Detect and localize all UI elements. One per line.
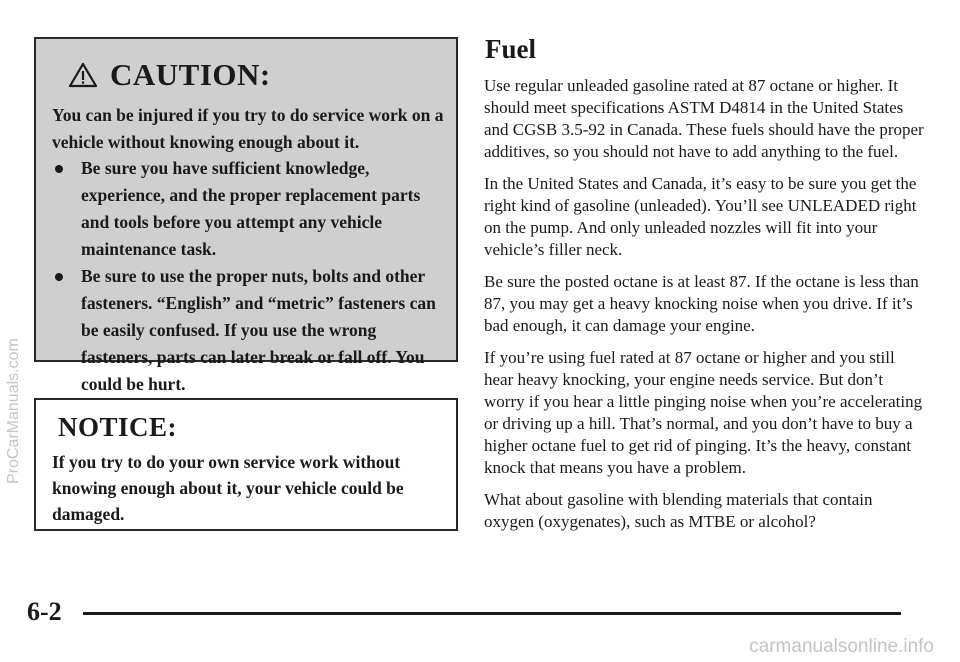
notice-title: NOTICE: [58, 412, 178, 442]
caution-intro: You can be injured if you try to do service work on a vehicle without knowing enough about it. [52, 105, 444, 152]
caution-list [52, 155, 452, 398]
side-watermark: ProCarManuals.com [5, 338, 22, 484]
footer-rule [83, 612, 901, 615]
caution-heading [68, 57, 271, 93]
caution-box [34, 37, 458, 394]
bottom-watermark: carmanualsonline.info [749, 636, 934, 657]
caution-item-text: Be sure you have sufficient knowledge, experience, and the proper replacement parts and tools before you attempt any vehicle maintenance task. [81, 158, 421, 259]
fuel-paragraph: Be sure the posted octane is at least 87. If the octane is less than 87, you may get a heavy knocking noise when you drive. If it’s bad enough, it can damage your engine. [484, 272, 919, 335]
bullet-icon [55, 273, 63, 281]
notice-body: If you try to do your own service work without knowing enough about it, your vehicle could be damaged. [52, 452, 404, 524]
fuel-paragraph: Use regular unleaded gasoline rated at 87 octane or higher. It should meet specifications ASTM D4814 in the United States and CGSB 3.5-92 in Canada. These fuels should have the proper additives, so you should not have to add anything to the fuel. [484, 76, 924, 161]
caution-item [52, 263, 452, 398]
fuel-paragraph: What about gasoline with blending materials that contain oxygen (oxygenates), such as MTBE or alcohol? [484, 490, 873, 531]
page-number: 6-2 [27, 597, 62, 626]
fuel-paragraph: If you’re using fuel rated at 87 octane or higher and you still hear heavy knocking, your engine needs service. But don’t worry if you hear a little pinging noise when you’re accelerating or driving up a hill. That’s normal, and you don’t have to buy a higher octane fuel to get rid of pinging. It’s the heavy, constant knock that means you have a problem. [484, 348, 923, 477]
notice-box [34, 398, 458, 531]
caution-item-text: Be sure to use the proper nuts, bolts and other fasteners. “English” and “metric” fasteners can be easily confused. If you use the wrong fasteners, parts can later break or fall off. You could be hurt. [81, 266, 436, 394]
caution-title: CAUTION: [110, 57, 271, 92]
warning-triangle-icon [68, 62, 98, 88]
bullet-icon [55, 165, 63, 173]
fuel-body [484, 75, 924, 543]
fuel-heading: Fuel [485, 34, 536, 64]
caution-item [52, 155, 452, 263]
fuel-paragraph: In the United States and Canada, it’s easy to be sure you get the right kind of gasoline (unleaded). You’ll see UNLEADED right on the pump. And only unleaded nozzles will fit into your vehicle’s filler neck. [484, 174, 917, 259]
